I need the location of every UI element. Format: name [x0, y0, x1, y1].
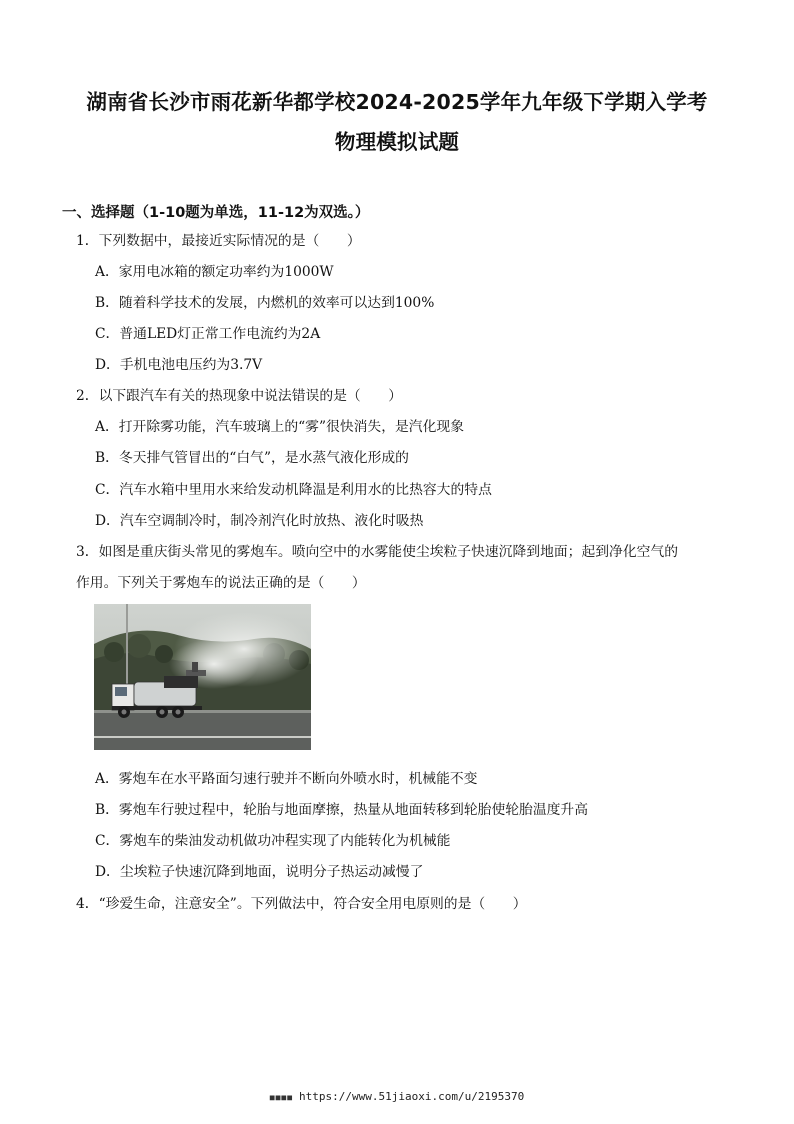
page-title-line-1: 湖南省长沙市雨花新华都学校2024-2025学年九年级下学期入学考: [86, 90, 708, 114]
question-1-option-b: B．随着科学技术的发展，内燃机的效率可以达到100%: [95, 295, 435, 311]
question-2-stem: 2．以下跟汽车有关的热现象中说法错误的是（ ）: [76, 388, 403, 404]
question-3-option-a: A．雾炮车在水平路面匀速行驶并不断向外喷水时，机械能不变: [95, 771, 478, 787]
question-3-stem-line-1: 3．如图是重庆街头常见的雾炮车。喷向空中的水雾能使尘埃粒子快速沉降到地面；起到净化空气的: [76, 544, 679, 560]
question-2-option-b: B．冬天排气管冒出的“白气”，是水蒸气液化形成的: [95, 450, 409, 466]
footer-watermark-mark: ■■■■: [269, 1093, 294, 1102]
page-title-line-2: 物理模拟试题: [334, 130, 460, 154]
question-2-option-a: A．打开除雾功能，汽车玻璃上的“雾”很快消失，是汽化现象: [95, 419, 464, 435]
question-3-stem-line-2: 作用。下列关于雾炮车的说法正确的是（ ）: [76, 575, 366, 591]
question-1-option-d: D．手机电池电压约为3.7V: [95, 357, 263, 373]
footer-url-link[interactable]: https://www.51jiaoxi.com/u/2195370: [299, 1090, 525, 1103]
question-1-stem: 1．下列数据中，最接近实际情况的是（ ）: [76, 233, 361, 249]
footer: [0, 1090, 794, 1103]
question-1-option-a: A．家用电冰箱的额定功率约为1000W: [95, 264, 334, 280]
question-2-option-d: D．汽车空调制冷时，制冷剂汽化时放热、液化时吸热: [95, 513, 424, 529]
question-3-option-b: B．雾炮车行驶过程中，轮胎与地面摩擦，热量从地面转移到轮胎使轮胎温度升高: [95, 802, 589, 818]
fog-cannon-truck-photo: [94, 604, 311, 750]
section-heading: 一、选择题（1-10题为单选，11-12为双选。）: [62, 205, 370, 221]
question-1-option-c: C．普通LED灯正常工作电流约为2A: [95, 326, 321, 342]
question-3-option-c: C．雾炮车的柴油发动机做功冲程实现了内能转化为机械能: [95, 833, 451, 849]
question-4-stem: 4．“珍爱生命，注意安全”。下列做法中，符合安全用电原则的是（ ）: [76, 896, 527, 912]
question-2-option-c: C．汽车水箱中里用水来给发动机降温是利用水的比热容大的特点: [95, 482, 492, 498]
question-3-option-d: D．尘埃粒子快速沉降到地面，说明分子热运动减慢了: [95, 864, 424, 880]
